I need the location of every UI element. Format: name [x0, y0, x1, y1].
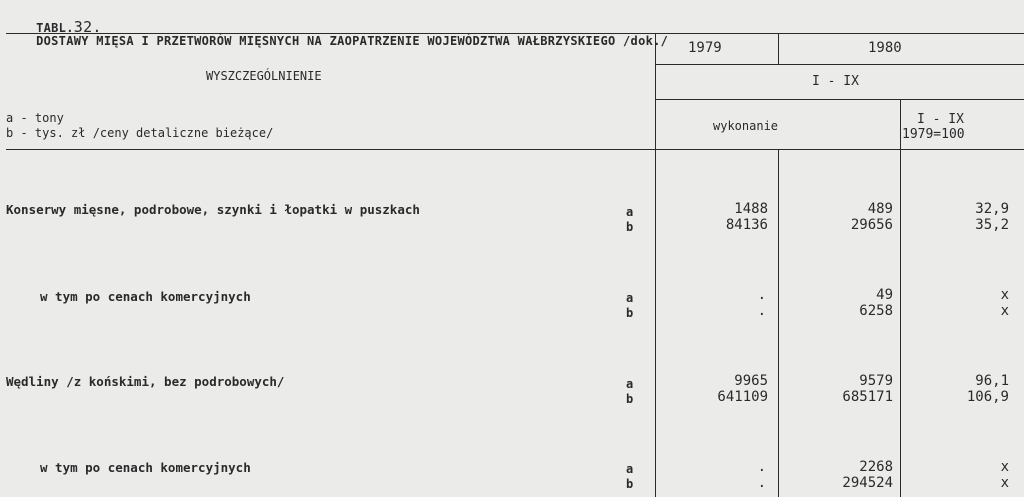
cell-1980-b: 6258 [859, 303, 893, 319]
cell-index-a: 96,1 [975, 373, 1009, 389]
cell-index-b: 106,9 [966, 389, 1009, 405]
row-marker-b: b [626, 220, 634, 234]
column-divider-2 [778, 149, 779, 497]
table-number: 32. [73, 18, 102, 36]
cell-1979-a: 1488 [734, 201, 768, 217]
cell-1979-b: . [757, 475, 766, 491]
row-label-cured-meats: Wędliny /z końskimi, bez podrobowych/ [6, 374, 285, 389]
year-1979-header: 1979 [688, 40, 722, 56]
cell-1980-a: 2268 [859, 459, 893, 475]
cell-1980-b: 294524 [842, 475, 893, 491]
cell-index-b: 35,2 [975, 217, 1009, 233]
cell-index-a: x [1000, 287, 1009, 303]
column-divider-1 [655, 33, 656, 497]
cell-1979-a: 9965 [734, 373, 768, 389]
legend-a: a - tony [6, 111, 64, 125]
cell-1980-b: 29656 [850, 217, 893, 233]
cell-index-a: 32,9 [975, 201, 1009, 217]
stub-title: WYSZCZEGÓLNIENIE [206, 69, 322, 83]
row-marker-a: a [626, 377, 634, 391]
executed-header: wykonanie [713, 119, 779, 133]
row-marker-b: b [626, 477, 634, 491]
row-marker-b: b [626, 306, 634, 320]
row-marker-a: a [626, 291, 634, 305]
row-label-commercial-prices: w tym po cenach komercyjnych [40, 460, 251, 475]
row-label-canned-meat: Konserwy mięsne, podrobowe, szynki i łopatki w puszkach [6, 202, 420, 217]
cell-index-a: x [1000, 459, 1009, 475]
table-title-prefix: TABL. [36, 21, 74, 35]
cell-1979-b: 84136 [725, 217, 768, 233]
row-label-commercial-prices: w tym po cenach komercyjnych [40, 289, 251, 304]
row-marker-a: a [626, 462, 634, 476]
cell-index-b: x [1000, 303, 1009, 319]
header-top-rule [6, 33, 1024, 34]
cell-1980-a: 489 [867, 201, 893, 217]
legend-b: b - tys. zł /ceny detaliczne bieżące/ [6, 126, 274, 140]
row-marker-a: a [626, 205, 634, 219]
cell-1979-a: . [757, 287, 766, 303]
column-divider-3 [900, 99, 901, 497]
header-year-rule [656, 64, 1024, 65]
header-period-rule [656, 99, 1024, 100]
index-header-period: I - IX [917, 112, 964, 127]
cell-1980-a: 49 [876, 287, 893, 303]
period-header: I - IX [812, 74, 859, 89]
cell-1980-b: 685171 [842, 389, 893, 405]
cell-1979-b: 641109 [717, 389, 768, 405]
table-title-text: DOSTAWY MIĘSA I PRZETWORÓW MIĘSNYCH NA ZAOPATRZENIE WOJEWÓDZTWA WAŁBRZYSKIEGO /dok./ [36, 34, 669, 48]
column-divider-year [778, 33, 779, 64]
row-marker-b: b [626, 392, 634, 406]
header-bottom-rule [6, 149, 1024, 150]
cell-index-b: x [1000, 475, 1009, 491]
cell-1979-b: . [757, 303, 766, 319]
index-header-base: 1979=100 [902, 127, 965, 142]
cell-1980-a: 9579 [859, 373, 893, 389]
cell-1979-a: . [757, 459, 766, 475]
year-1980-header: 1980 [868, 40, 902, 56]
